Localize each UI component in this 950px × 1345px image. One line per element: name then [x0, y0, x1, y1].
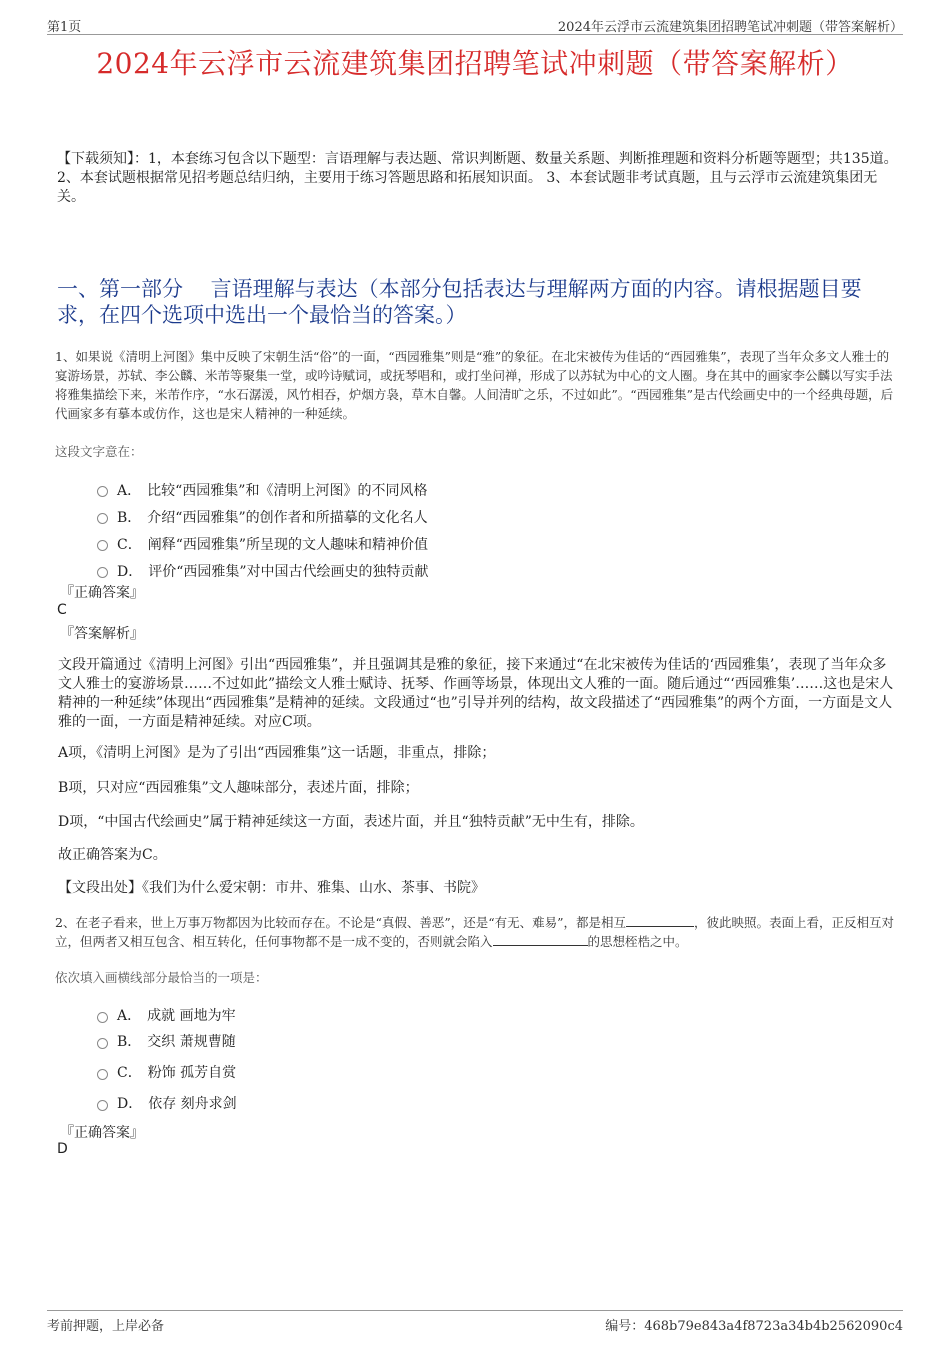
option-d[interactable]: D． 评价“西园雅集”对中国古代绘画史的独特贡献 — [97, 557, 429, 584]
radio-icon[interactable] — [97, 1012, 108, 1023]
question-2-options — [97, 1002, 237, 1116]
document-id: 编号：468b79e843a4f8723a34b4b2562090c4 — [605, 1319, 903, 1334]
radio-icon[interactable] — [97, 540, 108, 551]
page-header — [47, 14, 903, 35]
option-c[interactable]: C． 粉饰 孤芳自赏 — [97, 1054, 237, 1090]
radio-icon[interactable] — [97, 1038, 108, 1049]
radio-icon[interactable] — [97, 513, 108, 524]
analysis-source: 【文段出处】《我们为什么爱宋朝：市井、雅集、山水、茶事、书院》 — [58, 880, 485, 896]
question-1-options — [97, 476, 429, 584]
fill-blank-2[interactable] — [493, 933, 588, 946]
option-a[interactable]: A． 比较“西园雅集”和《清明上河图》的不同风格 — [97, 476, 429, 503]
analysis-label: 『答案解析』 — [60, 626, 144, 642]
option-text: 依存 刻舟求剑 — [148, 1096, 237, 1112]
answer-value: C — [57, 602, 67, 618]
analysis-paragraph: 文段开篇通过《清明上河图》引出“西园雅集”，并且强调其是雅的象征，接下来通过“在北宋被传为佳话的‘西园雅集’，表现了当年众多文人雅士的宴游场景……不过如此”描绘文人雅士赋诗、抚琴、作画等场景，体现出文人雅的一面。随后通过“‘西园雅集’……这也是宋人精神的一种延续”体现出“西园雅集”是精神的延续。文段通过“也”引导并列的结构，故文段描述了“西园雅集”的两个方面，一方面是文人雅的一面，一方面是精神延续。对应C项。 — [58, 657, 894, 730]
option-text: 交织 萧规曹随 — [147, 1034, 236, 1050]
analysis-option-d: D项，“中国古代绘画史”属于精神延续这一方面，表述片面，并且“独特贡献”无中生有，排除。 — [58, 814, 644, 830]
option-b[interactable]: B． 交织 萧规曹随 — [97, 1028, 237, 1054]
download-notice: 【下载须知】：1，本套练习包含以下题型：言语理解与表达题、常识判断题、数量关系题、判断推理题和资料分析题等题型；共135道。 2、本套试题根据常见招考题总结归纳，主要用于练习答题思路和拓展知识面。 3、本套试题非考试真题，且与云浮市云流建筑集团无关。 — [57, 151, 898, 205]
option-text: 比较“西园雅集”和《清明上河图》的不同风格 — [147, 482, 428, 499]
option-text: 粉饰 孤芳自赏 — [147, 1065, 237, 1081]
analysis-conclusion: 故正确答案为C。 — [58, 847, 167, 863]
section-title: 一、第一部分 言语理解与表达（本部分包括表达与理解两方面的内容。请根据题目要求，在四个选项中选出一个最恰当的答案。） — [57, 277, 862, 327]
option-text: 评价“西园雅集”对中国古代绘画史的独特贡献 — [148, 563, 429, 580]
answer-label: 『正确答案』 — [60, 585, 144, 601]
option-c[interactable]: C． 阐释“西园雅集”所呈现的文人趣味和精神价值 — [97, 530, 429, 557]
page-title: 2024年云浮市云流建筑集团招聘笔试冲刺题（带答案解析） — [96, 47, 854, 80]
radio-icon[interactable] — [97, 1100, 108, 1111]
fill-blank-1[interactable] — [626, 914, 694, 927]
option-text: 介绍“西园雅集”的创作者和所描摹的文化名人 — [147, 509, 428, 526]
question-1-prompt: 这段文字意在： — [55, 444, 143, 459]
analysis-option-b: B项，只对应“西园雅集”文人趣味部分，表述片面，排除； — [58, 780, 419, 796]
option-a[interactable]: A． 成就 画地为牢 — [97, 1002, 237, 1028]
question-1-text: 1、如果说《清明上河图》集中反映了宋朝生活“俗”的一面，“西园雅集”则是“雅”的象征。在北宋被传为佳话的“西园雅集”，表现了当年众多文人雅士的宴游场景，苏轼、李公麟、米芾等聚集一堂，或吟诗赋词，或抚琴唱和，或打坐问禅，形成了以苏轼为中心的文人圈。身在其中的画家李公麟以写实手法将雅集描绘下来，米芾作序，“水石潺湲，风竹相吞，炉烟方袅，草木自馨。人间清旷之乐，不过如此”。“西园雅集”是古代绘画史中的一个经典母题，后代画家多有摹本或仿作，这也是宋人精神的一种延续。 — [55, 349, 894, 421]
option-text: 成就 画地为牢 — [147, 1008, 236, 1024]
answer-value: D — [57, 1141, 68, 1157]
page-footer — [47, 1310, 903, 1334]
page-number: 第1页 — [47, 20, 82, 35]
option-b[interactable]: B． 介绍“西园雅集”的创作者和所描摹的文化名人 — [97, 503, 429, 530]
radio-icon[interactable] — [97, 486, 108, 497]
option-d[interactable]: D． 依存 刻舟求剑 — [97, 1090, 237, 1116]
header-doc-title: 2024年云浮市云流建筑集团招聘笔试冲刺题（带答案解析） — [557, 20, 903, 35]
question-2-text: 2、在老子看来，世上万事万物都因为比较而存在。不论是“真假、善恶”，还是“有无、难易”，都是相互 ，彼此映照。表面上看，正反相互对立，但两者又相互包含、相互转化，任何事物都不是一成不变的，否则就会陷入 的思想桎梏之中。 — [55, 915, 895, 949]
question-2-prompt: 依次填入画横线部分最恰当的一项是： — [55, 970, 268, 985]
answer-label: 『正确答案』 — [60, 1125, 144, 1141]
option-text: 阐释“西园雅集”所呈现的文人趣味和精神价值 — [147, 536, 429, 553]
analysis-option-a: A项，《清明上河图》是为了引出“西园雅集”这一话题，非重点，排除； — [58, 745, 496, 761]
radio-icon[interactable] — [97, 567, 108, 578]
radio-icon[interactable] — [97, 1069, 108, 1080]
footer-slogan: 考前押题，上岸必备 — [47, 1319, 165, 1334]
